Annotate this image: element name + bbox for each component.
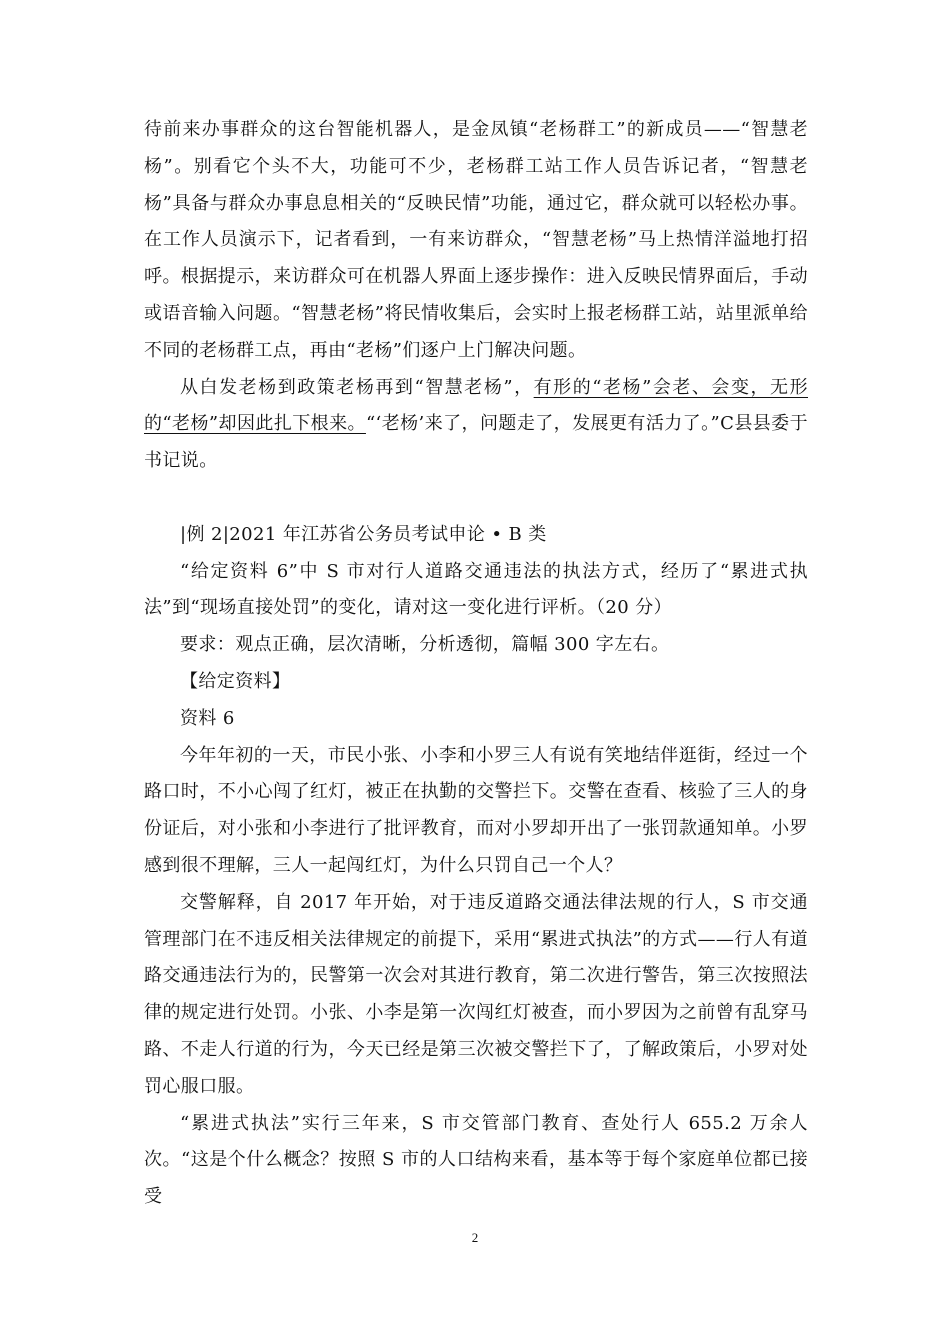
paragraph-text: “‘老杨’来了，问题走了，发展更有活力了。”C县县委于书记说。 — [144, 413, 808, 472]
example-question: “给定资料 6”中 S 市对行人道路交通违法的执法方式，经历了“累进式执法”到“现场直接处罚”的变化，请对这一变化进行评析。（20 分） — [144, 560, 808, 619]
example-requirements: 要求：观点正确，层次清晰，分析透彻，篇幅 300 字左右。 — [180, 634, 670, 656]
paragraph-text: 从白发老杨到政策老杨再到“智慧老杨”， — [180, 376, 534, 398]
example-label: |例 2|2021 年江苏省公务员考试申论 • B 类 — [180, 523, 547, 545]
materials-heading: 【给定资料】 — [180, 670, 291, 692]
material-paragraph: “累进式执法”实行三年来，S 市交管部门教育、查处行人 655.2 万余人次。“这是个什么概念？按照 S 市的人口结构来看，基本等于每个家庭单位都已接受 — [144, 1112, 808, 1208]
material-title: 资料 6 — [180, 707, 235, 729]
section-gap — [144, 480, 808, 517]
paragraph-laoyang-evolution — [144, 370, 808, 480]
page-number: 2 — [471, 1230, 479, 1245]
material-paragraph: 交警解释，自 2017 年开始，对于违反道路交通法律法规的行人，S 市交通管理部门在不违反相关法律规定的前提下，采用“累进式执法”的方式——行人有道路交通违法行为的，民警第一次会对其进行教育，第二次进行警告，第三次按照法律的规定进行处罚。小张、小李是第一次闯红灯被查，而小罗因为之前曾有乱穿马路、不走人行道的行为，今天已经是第三次被交警拦下了，了解政策后，小罗对处罚心服口服。 — [144, 891, 808, 1097]
underlined-key-sentence: 有形的“老杨”会老、会变，无形的“老杨”却因此扎下根来。 — [144, 376, 808, 435]
material-paragraph: 今年年初的一天，市民小张、小李和小罗三人有说有笑地结伴逛街，经过一个路口时，不小心闯了红灯，被正在执勤的交警拦下。交警在查看、核验了三人的身份证后，对小张和小李进行了批评教育，而对小罗却开出了一张罚款通知单。小罗感到很不理解，三人一起闯红灯，为什么只罚自己一个人？ — [144, 744, 808, 876]
document-body — [144, 112, 808, 1216]
paragraph-smart-laoyang: 待前来办事群众的这台智能机器人，是金凤镇“老杨群工”的新成员——“智慧老杨”。别看它个头不大，功能可不少，老杨群工站工作人员告诉记者，“智慧老杨”具备与群众办事息息相关的“反映民情”功能，通过它，群众就可以轻松办事。在工作人员演示下，记者看到，一有来访群众，“智慧老杨”马上热情洋溢地打招呼。根据提示，来访群众可在机器人界面上逐步操作：进入反映民情界面后，手动或语音输入问题。“智慧老杨”将民情收集后，会实时上报老杨群工站，站里派单给不同的老杨群工点，再由“老杨”们逐户上门解决问题。 — [144, 119, 808, 361]
